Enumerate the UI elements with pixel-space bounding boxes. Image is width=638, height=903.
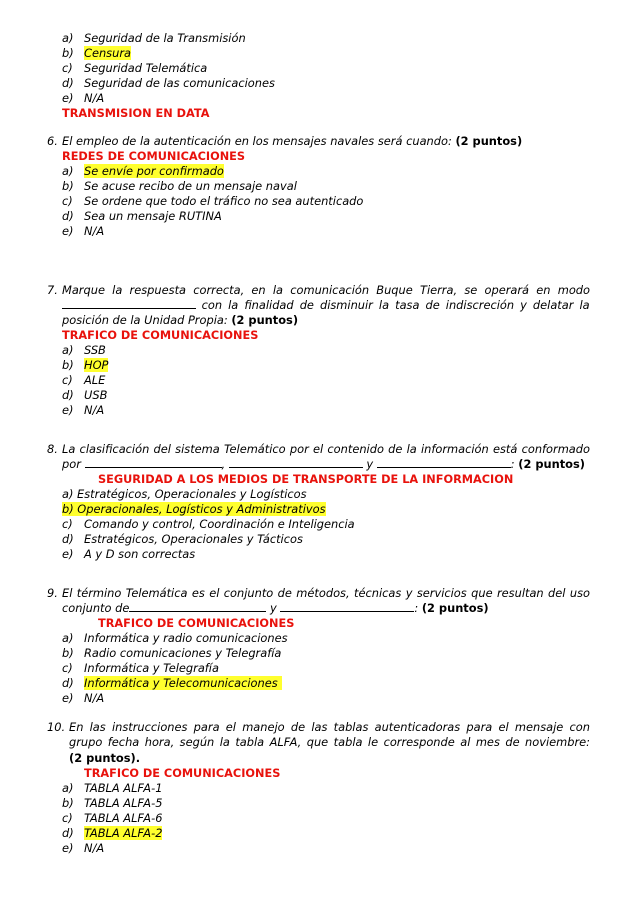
q8-option-c: c) Comando y control, Coordinación e Inteligencia bbox=[62, 517, 355, 531]
q5-option-d: d) Seguridad de las comunicaciones bbox=[62, 76, 275, 90]
q9-line-2: conjunto de y : (2 puntos) bbox=[62, 601, 489, 615]
q10-category: TRAFICO DE COMUNICACIONES bbox=[84, 767, 281, 780]
answer-blank[interactable] bbox=[280, 601, 414, 612]
highlighted-answer: Censura bbox=[84, 46, 131, 60]
q7-option-d: d) USB bbox=[62, 388, 108, 402]
q7-line-2: con la finalidad de disminuir la tasa de indiscreción y delatar la bbox=[62, 298, 590, 313]
q10-points: (2 puntos). bbox=[69, 751, 141, 765]
q5-option-b: b) Censura bbox=[62, 46, 131, 60]
q6-option-b: b) Se acuse recibo de un mensaje naval bbox=[62, 179, 297, 193]
q7-line-1: 7. Marque la respuesta correcta, en la comunicación Buque Tierra, se operará en modo bbox=[47, 283, 590, 297]
q10-option-b: b) TABLA ALFA-5 bbox=[62, 796, 163, 810]
q6-category: REDES DE COMUNICACIONES bbox=[62, 150, 246, 163]
q9-option-e: e) N/A bbox=[62, 691, 105, 705]
q9-line-1: 9. El término Telemática es el conjunto de métodos, técnicas y servicios que resultan del uso bbox=[47, 586, 590, 600]
q8-category: SEGURIDAD A LOS MEDIOS DE TRANSPORTE DE LA INFORMACION bbox=[98, 473, 514, 486]
q8-option-a: a) Estratégicos, Operacionales y Logísticos bbox=[62, 487, 307, 501]
q5-option-e: e) N/A bbox=[62, 91, 105, 105]
highlighted-answer: TABLA ALFA-2 bbox=[84, 826, 163, 840]
q7-option-e: e) N/A bbox=[62, 403, 105, 417]
q8-line-2: por , y : (2 puntos) bbox=[62, 457, 585, 471]
q8-option-d: d) Estratégicos, Operacionales y Tácticos bbox=[62, 532, 303, 546]
q10-line-2: grupo fecha hora, según la tabla ALFA, que tabla le corresponde al mes de noviembre: bbox=[69, 735, 590, 749]
q5-option-a: a) Seguridad de la Transmisión bbox=[62, 31, 246, 45]
highlighted-answer: Informática y Telecomunicaciones bbox=[84, 676, 282, 690]
q10-option-c: c) TABLA ALFA-6 bbox=[62, 811, 163, 825]
q10-option-d: d) TABLA ALFA-2 bbox=[62, 826, 163, 840]
q9-option-b: b) Radio comunicaciones y Telegrafía bbox=[62, 646, 282, 660]
q5-category: TRANSMISION EN DATA bbox=[62, 107, 210, 120]
answer-blank[interactable] bbox=[62, 298, 196, 309]
answer-blank[interactable] bbox=[377, 457, 511, 468]
q7-option-b: b) HOP bbox=[62, 358, 109, 372]
highlighted-answer: Se envíe por confirmado bbox=[84, 164, 224, 178]
q10-option-a: a) TABLA ALFA-1 bbox=[62, 781, 163, 795]
q9-option-d: d) Informática y Telecomunicaciones bbox=[62, 676, 282, 691]
q7-option-c: c) ALE bbox=[62, 373, 106, 387]
q6-option-a: a) Se envíe por confirmado bbox=[62, 164, 224, 178]
q6-option-c: c) Se ordene que todo el tráfico no sea autenticado bbox=[62, 194, 364, 208]
q8-option-e: e) A y D son correctas bbox=[62, 547, 196, 561]
q6-option-d: d) Sea un mensaje RUTINA bbox=[62, 209, 222, 223]
q9-category: TRAFICO DE COMUNICACIONES bbox=[98, 617, 295, 630]
answer-blank[interactable] bbox=[85, 457, 222, 468]
q7-category: TRAFICO DE COMUNICACIONES bbox=[62, 329, 259, 342]
q6-option-e: e) N/A bbox=[62, 224, 105, 238]
q6-question: 6. El empleo de la autenticación en los mensajes navales será cuando: (2 puntos) bbox=[47, 134, 523, 148]
q9-option-a: a) Informática y radio comunicaciones bbox=[62, 631, 288, 645]
q8-option-b bbox=[62, 502, 326, 517]
q8-line-1: 8. La clasificación del sistema Telemático por el contenido de la información está conformado bbox=[47, 442, 590, 456]
q7-line-3: posición de la Unidad Propia: (2 puntos) bbox=[62, 313, 299, 327]
q7-option-a: a) SSB bbox=[62, 343, 106, 357]
highlighted-answer: HOP bbox=[84, 358, 109, 372]
answer-blank[interactable] bbox=[229, 457, 363, 468]
q5-option-c: c) Seguridad Telemática bbox=[62, 61, 208, 75]
q10-option-e: e) N/A bbox=[62, 841, 105, 855]
answer-blank[interactable] bbox=[129, 601, 266, 612]
q10-line-1: 10. En las instrucciones para el manejo de las tablas autenticadoras para el mensaje con bbox=[47, 720, 590, 734]
highlighted-answer: b) Operacionales, Logísticos y Administrativos bbox=[62, 502, 326, 516]
q9-option-c: c) Informática y Telegrafía bbox=[62, 661, 219, 675]
